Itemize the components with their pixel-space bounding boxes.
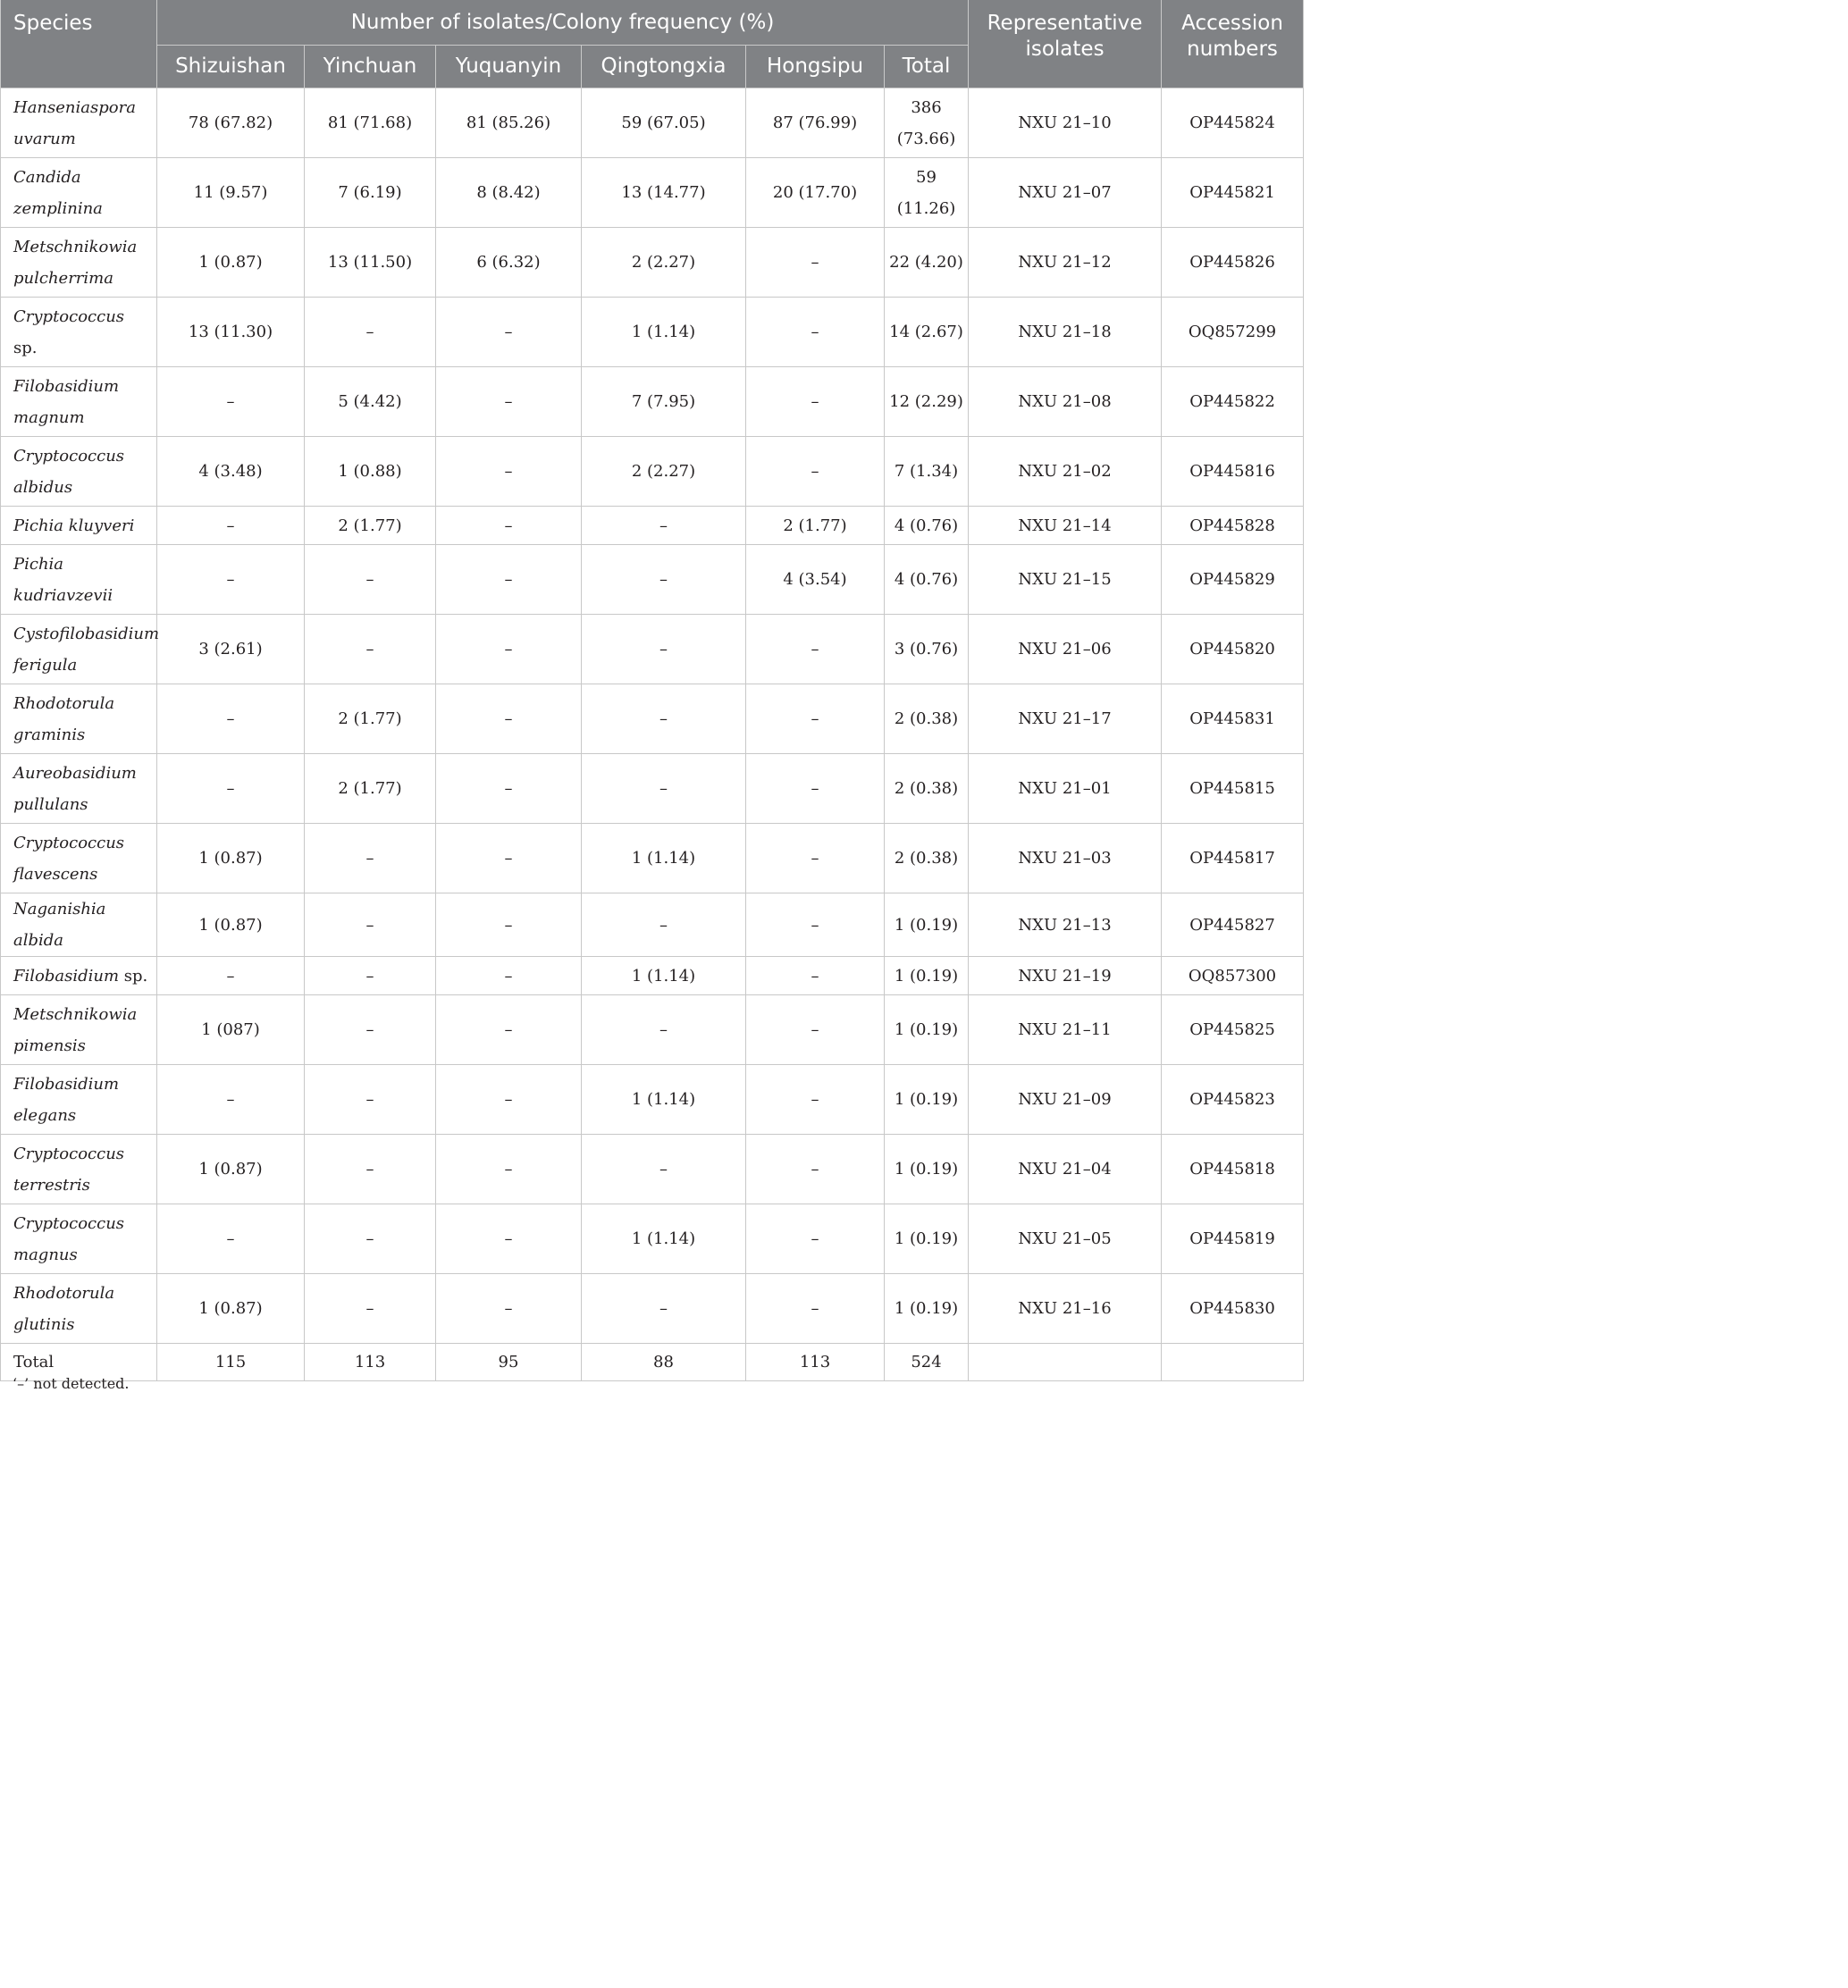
accession-cell: OP445830: [1162, 1274, 1304, 1344]
value-cell: 1 (0.87): [157, 824, 305, 893]
total-value-cell: 113: [746, 1344, 885, 1381]
isolate-cell: NXU 21–08: [969, 367, 1162, 437]
isolate-cell: NXU 21–04: [969, 1135, 1162, 1204]
value-cell: –: [305, 1065, 436, 1135]
species-cell: [1, 298, 157, 367]
value-cell: –: [305, 1204, 436, 1274]
value-cell: 4 (3.48): [157, 437, 305, 507]
total-accession-cell: [1162, 1344, 1304, 1381]
species-name: Filobasidium: [13, 966, 120, 986]
isolate-cell: NXU 21–16: [969, 1274, 1162, 1344]
isolate-cell: NXU 21–15: [969, 545, 1162, 615]
value-cell: 386 (73.66): [885, 88, 969, 158]
species-name: Naganishia albida: [13, 900, 106, 950]
site-header-yinchuan: Yinchuan: [305, 46, 436, 88]
species-name: Cystofilobasidium ferigula: [13, 624, 160, 675]
value-cell: –: [746, 1065, 885, 1135]
value-cell: 20 (17.70): [746, 158, 885, 228]
total-value-cell: 113: [305, 1344, 436, 1381]
species-name: Filobasidium magnum: [13, 376, 120, 427]
value-cell: 1 (1.14): [582, 1204, 746, 1274]
value-cell: 7 (1.34): [885, 437, 969, 507]
accession-cell: OP445829: [1162, 545, 1304, 615]
species-cell: [1, 893, 157, 957]
species-cell: [1, 615, 160, 684]
value-cell: 1 (0.87): [157, 228, 305, 298]
value-cell: 2 (0.38): [885, 684, 969, 754]
accession-cell: OP445819: [1162, 1204, 1304, 1274]
value-cell: –: [436, 893, 582, 957]
isolate-cell: NXU 21–13: [969, 893, 1162, 957]
species-name: Pichia kudriavzevii: [13, 554, 113, 605]
value-cell: –: [436, 1135, 582, 1204]
table-row: [1, 957, 1304, 995]
table-row: [1, 1274, 1304, 1344]
table-footnote: ‘–’ not detected.: [13, 1375, 130, 1392]
value-cell: –: [582, 893, 746, 957]
accession-cell: OP445816: [1162, 437, 1304, 507]
value-cell: 2 (1.77): [305, 684, 436, 754]
value-cell: –: [746, 1274, 885, 1344]
species-cell: [1, 957, 157, 995]
value-cell: –: [305, 957, 436, 995]
value-cell: 1 (0.87): [157, 893, 305, 957]
value-cell: –: [436, 615, 582, 684]
value-cell: 59 (67.05): [582, 88, 746, 158]
isolate-cell: NXU 21–17: [969, 684, 1162, 754]
value-cell: 1 (0.19): [885, 1274, 969, 1344]
table-row: [1, 1135, 1304, 1204]
table-body: [1, 88, 1304, 1381]
value-cell: –: [582, 754, 746, 824]
value-cell: –: [436, 684, 582, 754]
isolate-cell: NXU 21–12: [969, 228, 1162, 298]
total-row: [1, 1344, 1304, 1381]
value-cell: –: [746, 1204, 885, 1274]
value-cell: –: [746, 684, 885, 754]
value-cell: 13 (11.50): [305, 228, 436, 298]
value-cell: 2 (1.77): [746, 507, 885, 545]
value-cell: –: [436, 298, 582, 367]
value-cell: –: [305, 995, 436, 1065]
species-cell: [1, 1204, 157, 1274]
accession-cell: OP445824: [1162, 88, 1304, 158]
isolates-table: [0, 0, 1304, 1381]
value-cell: 87 (76.99): [746, 88, 885, 158]
species-cell: [1, 367, 157, 437]
value-cell: 4 (3.54): [746, 545, 885, 615]
species-cell: [1, 754, 157, 824]
value-cell: 78 (67.82): [157, 88, 305, 158]
value-cell: 1 (1.14): [582, 957, 746, 995]
value-cell: 12 (2.29): [885, 367, 969, 437]
isolate-cell: NXU 21–05: [969, 1204, 1162, 1274]
isolate-cell: NXU 21–06: [969, 615, 1162, 684]
value-cell: –: [582, 615, 746, 684]
site-header-shizuishan: Shizuishan: [157, 46, 305, 88]
isolate-cell: NXU 21–01: [969, 754, 1162, 824]
accession-cell: OQ857299: [1162, 298, 1304, 367]
value-cell: 81 (71.68): [305, 88, 436, 158]
isolate-cell: NXU 21–10: [969, 88, 1162, 158]
species-cell: [1, 437, 157, 507]
accession-cell: OQ857300: [1162, 957, 1304, 995]
isolate-cell: NXU 21–02: [969, 437, 1162, 507]
value-cell: –: [436, 437, 582, 507]
isolate-cell: NXU 21–18: [969, 298, 1162, 367]
isolate-cell: NXU 21–19: [969, 957, 1162, 995]
value-cell: –: [746, 957, 885, 995]
value-cell: –: [746, 754, 885, 824]
species-cell: [1, 824, 157, 893]
value-cell: 8 (8.42): [436, 158, 582, 228]
value-cell: –: [157, 507, 305, 545]
value-cell: –: [157, 367, 305, 437]
isolate-cell: NXU 21–07: [969, 158, 1162, 228]
value-cell: 2 (0.38): [885, 754, 969, 824]
accession-cell: OP445817: [1162, 824, 1304, 893]
value-cell: –: [746, 298, 885, 367]
value-cell: –: [746, 824, 885, 893]
species-name: Metschnikowia pulcherrima: [13, 237, 138, 288]
value-cell: –: [436, 545, 582, 615]
table-row: [1, 545, 1304, 615]
value-cell: –: [436, 507, 582, 545]
value-cell: –: [157, 1065, 305, 1135]
species-cell: [1, 1135, 157, 1204]
species-name: Rhodotorula graminis: [13, 693, 115, 744]
value-cell: –: [436, 957, 582, 995]
value-cell: 7 (7.95): [582, 367, 746, 437]
value-cell: –: [582, 1274, 746, 1344]
value-cell: 5 (4.42): [305, 367, 436, 437]
species-name: Metschnikowia pimensis: [13, 1004, 138, 1055]
species-suffix: sp.: [13, 338, 38, 357]
species-name: Rhodotorula glutinis: [13, 1283, 115, 1334]
value-cell: 1 (1.14): [582, 824, 746, 893]
value-cell: 1 (0.19): [885, 995, 969, 1065]
value-cell: –: [157, 1204, 305, 1274]
value-cell: –: [436, 754, 582, 824]
species-header: Species: [1, 0, 157, 88]
isolate-cell: NXU 21–03: [969, 824, 1162, 893]
value-cell: 2 (1.77): [305, 754, 436, 824]
value-cell: 22 (4.20): [885, 228, 969, 298]
value-cell: –: [582, 684, 746, 754]
value-cell: –: [305, 298, 436, 367]
value-cell: 6 (6.32): [436, 228, 582, 298]
value-cell: 1 (0.19): [885, 893, 969, 957]
value-cell: –: [305, 824, 436, 893]
accession-cell: OP445821: [1162, 158, 1304, 228]
accession-cell: OP445827: [1162, 893, 1304, 957]
table-row: [1, 228, 1304, 298]
value-cell: –: [746, 893, 885, 957]
accession-cell: OP445820: [1162, 615, 1304, 684]
species-cell: [1, 158, 157, 228]
value-cell: –: [582, 995, 746, 1065]
total-value-cell: 524: [885, 1344, 969, 1381]
table-row: [1, 158, 1304, 228]
species-name: Aureobasidium pullulans: [13, 763, 137, 814]
value-cell: –: [582, 545, 746, 615]
value-cell: 2 (0.38): [885, 824, 969, 893]
value-cell: 4 (0.76): [885, 507, 969, 545]
site-header-hongsipu: Hongsipu: [746, 46, 885, 88]
value-cell: 3 (0.76): [885, 615, 969, 684]
accession-cell: OP445815: [1162, 754, 1304, 824]
value-cell: 1 (0.87): [157, 1135, 305, 1204]
table-row: [1, 1065, 1304, 1135]
value-cell: 1 (0.19): [885, 1135, 969, 1204]
accession-cell: OP445828: [1162, 507, 1304, 545]
table-row: [1, 684, 1304, 754]
total-isolate-cell: [969, 1344, 1162, 1381]
species-cell: [1, 1065, 157, 1135]
value-cell: 13 (11.30): [157, 298, 305, 367]
site-header-total: Total: [885, 46, 969, 88]
value-cell: –: [305, 893, 436, 957]
value-cell: 1 (0.87): [157, 1274, 305, 1344]
value-cell: 2 (1.77): [305, 507, 436, 545]
value-cell: 3 (2.61): [157, 615, 305, 684]
species-cell: [1, 684, 157, 754]
table-row: [1, 367, 1304, 437]
value-cell: 81 (85.26): [436, 88, 582, 158]
table-row: [1, 995, 1304, 1065]
table-row: [1, 893, 1304, 957]
accession-cell: OP445831: [1162, 684, 1304, 754]
species-name: Pichia kluyveri: [13, 516, 135, 535]
table-row: [1, 824, 1304, 893]
value-cell: –: [582, 507, 746, 545]
isolate-cell: NXU 21–14: [969, 507, 1162, 545]
species-name: Cryptococcus albidus: [13, 446, 125, 497]
accession-cell: OP445826: [1162, 228, 1304, 298]
accession-cell: OP445823: [1162, 1065, 1304, 1135]
value-cell: 59 (11.26): [885, 158, 969, 228]
site-header-yuquanyin: Yuquanyin: [436, 46, 582, 88]
value-cell: –: [436, 1065, 582, 1135]
value-cell: –: [305, 615, 436, 684]
value-cell: –: [746, 437, 885, 507]
value-cell: –: [746, 1135, 885, 1204]
species-name: Hanseniaspora uvarum: [13, 97, 136, 148]
value-cell: –: [746, 367, 885, 437]
species-cell: [1, 1274, 157, 1344]
species-name: Filobasidium elegans: [13, 1074, 120, 1125]
table-row: [1, 88, 1304, 158]
total-value-cell: 115: [157, 1344, 305, 1381]
total-value-cell: 88: [582, 1344, 746, 1381]
value-cell: –: [436, 824, 582, 893]
species-cell: [1, 88, 157, 158]
value-cell: 1 (087): [157, 995, 305, 1065]
value-cell: 1 (0.19): [885, 1204, 969, 1274]
value-cell: –: [582, 1135, 746, 1204]
value-cell: 11 (9.57): [157, 158, 305, 228]
value-cell: 1 (0.19): [885, 1065, 969, 1135]
accession-numbers-header: Accession numbers: [1162, 0, 1304, 88]
table-row: [1, 507, 1304, 545]
isolate-cell: NXU 21–09: [969, 1065, 1162, 1135]
value-cell: 4 (0.76): [885, 545, 969, 615]
value-cell: –: [305, 1135, 436, 1204]
species-name: Cryptococcus terrestris: [13, 1144, 125, 1195]
total-label: Total: [1, 1344, 157, 1381]
table-row: [1, 615, 1304, 684]
value-cell: –: [305, 545, 436, 615]
value-cell: –: [436, 1204, 582, 1274]
value-cell: –: [305, 1274, 436, 1344]
value-cell: 2 (2.27): [582, 437, 746, 507]
table-row: [1, 298, 1304, 367]
isolate-cell: NXU 21–11: [969, 995, 1162, 1065]
species-name: Cryptococcus: [13, 306, 125, 326]
representative-isolates-header: Representative isolates: [969, 0, 1162, 88]
accession-cell: OP445822: [1162, 367, 1304, 437]
value-cell: –: [157, 957, 305, 995]
value-cell: 7 (6.19): [305, 158, 436, 228]
species-name: Cryptococcus magnus: [13, 1213, 125, 1264]
value-cell: –: [746, 615, 885, 684]
value-cell: 2 (2.27): [582, 228, 746, 298]
species-name: Candida zemplinina: [13, 167, 103, 218]
value-cell: –: [436, 995, 582, 1065]
accession-cell: OP445825: [1162, 995, 1304, 1065]
table-row: [1, 754, 1304, 824]
value-cell: –: [436, 1274, 582, 1344]
value-cell: 14 (2.67): [885, 298, 969, 367]
value-cell: –: [746, 995, 885, 1065]
value-cell: –: [157, 545, 305, 615]
value-cell: 1 (1.14): [582, 298, 746, 367]
value-cell: 1 (0.88): [305, 437, 436, 507]
total-value-cell: 95: [436, 1344, 582, 1381]
value-cell: –: [157, 684, 305, 754]
species-cell: [1, 545, 157, 615]
value-cell: –: [436, 367, 582, 437]
table-row: [1, 1204, 1304, 1274]
site-header-qingtongxia: Qingtongxia: [582, 46, 746, 88]
value-cell: –: [157, 754, 305, 824]
value-cell: 1 (0.19): [885, 957, 969, 995]
value-cell: 13 (14.77): [582, 158, 746, 228]
species-suffix: sp.: [119, 966, 148, 986]
value-cell: –: [746, 228, 885, 298]
species-cell: [1, 228, 157, 298]
accession-cell: OP445818: [1162, 1135, 1304, 1204]
value-cell: 1 (1.14): [582, 1065, 746, 1135]
table-row: [1, 437, 1304, 507]
frequency-group-header: Number of isolates/Colony frequency (%): [157, 0, 969, 46]
species-name: Cryptococcus flavescens: [13, 833, 125, 884]
species-cell: [1, 507, 157, 545]
species-cell: [1, 995, 157, 1065]
